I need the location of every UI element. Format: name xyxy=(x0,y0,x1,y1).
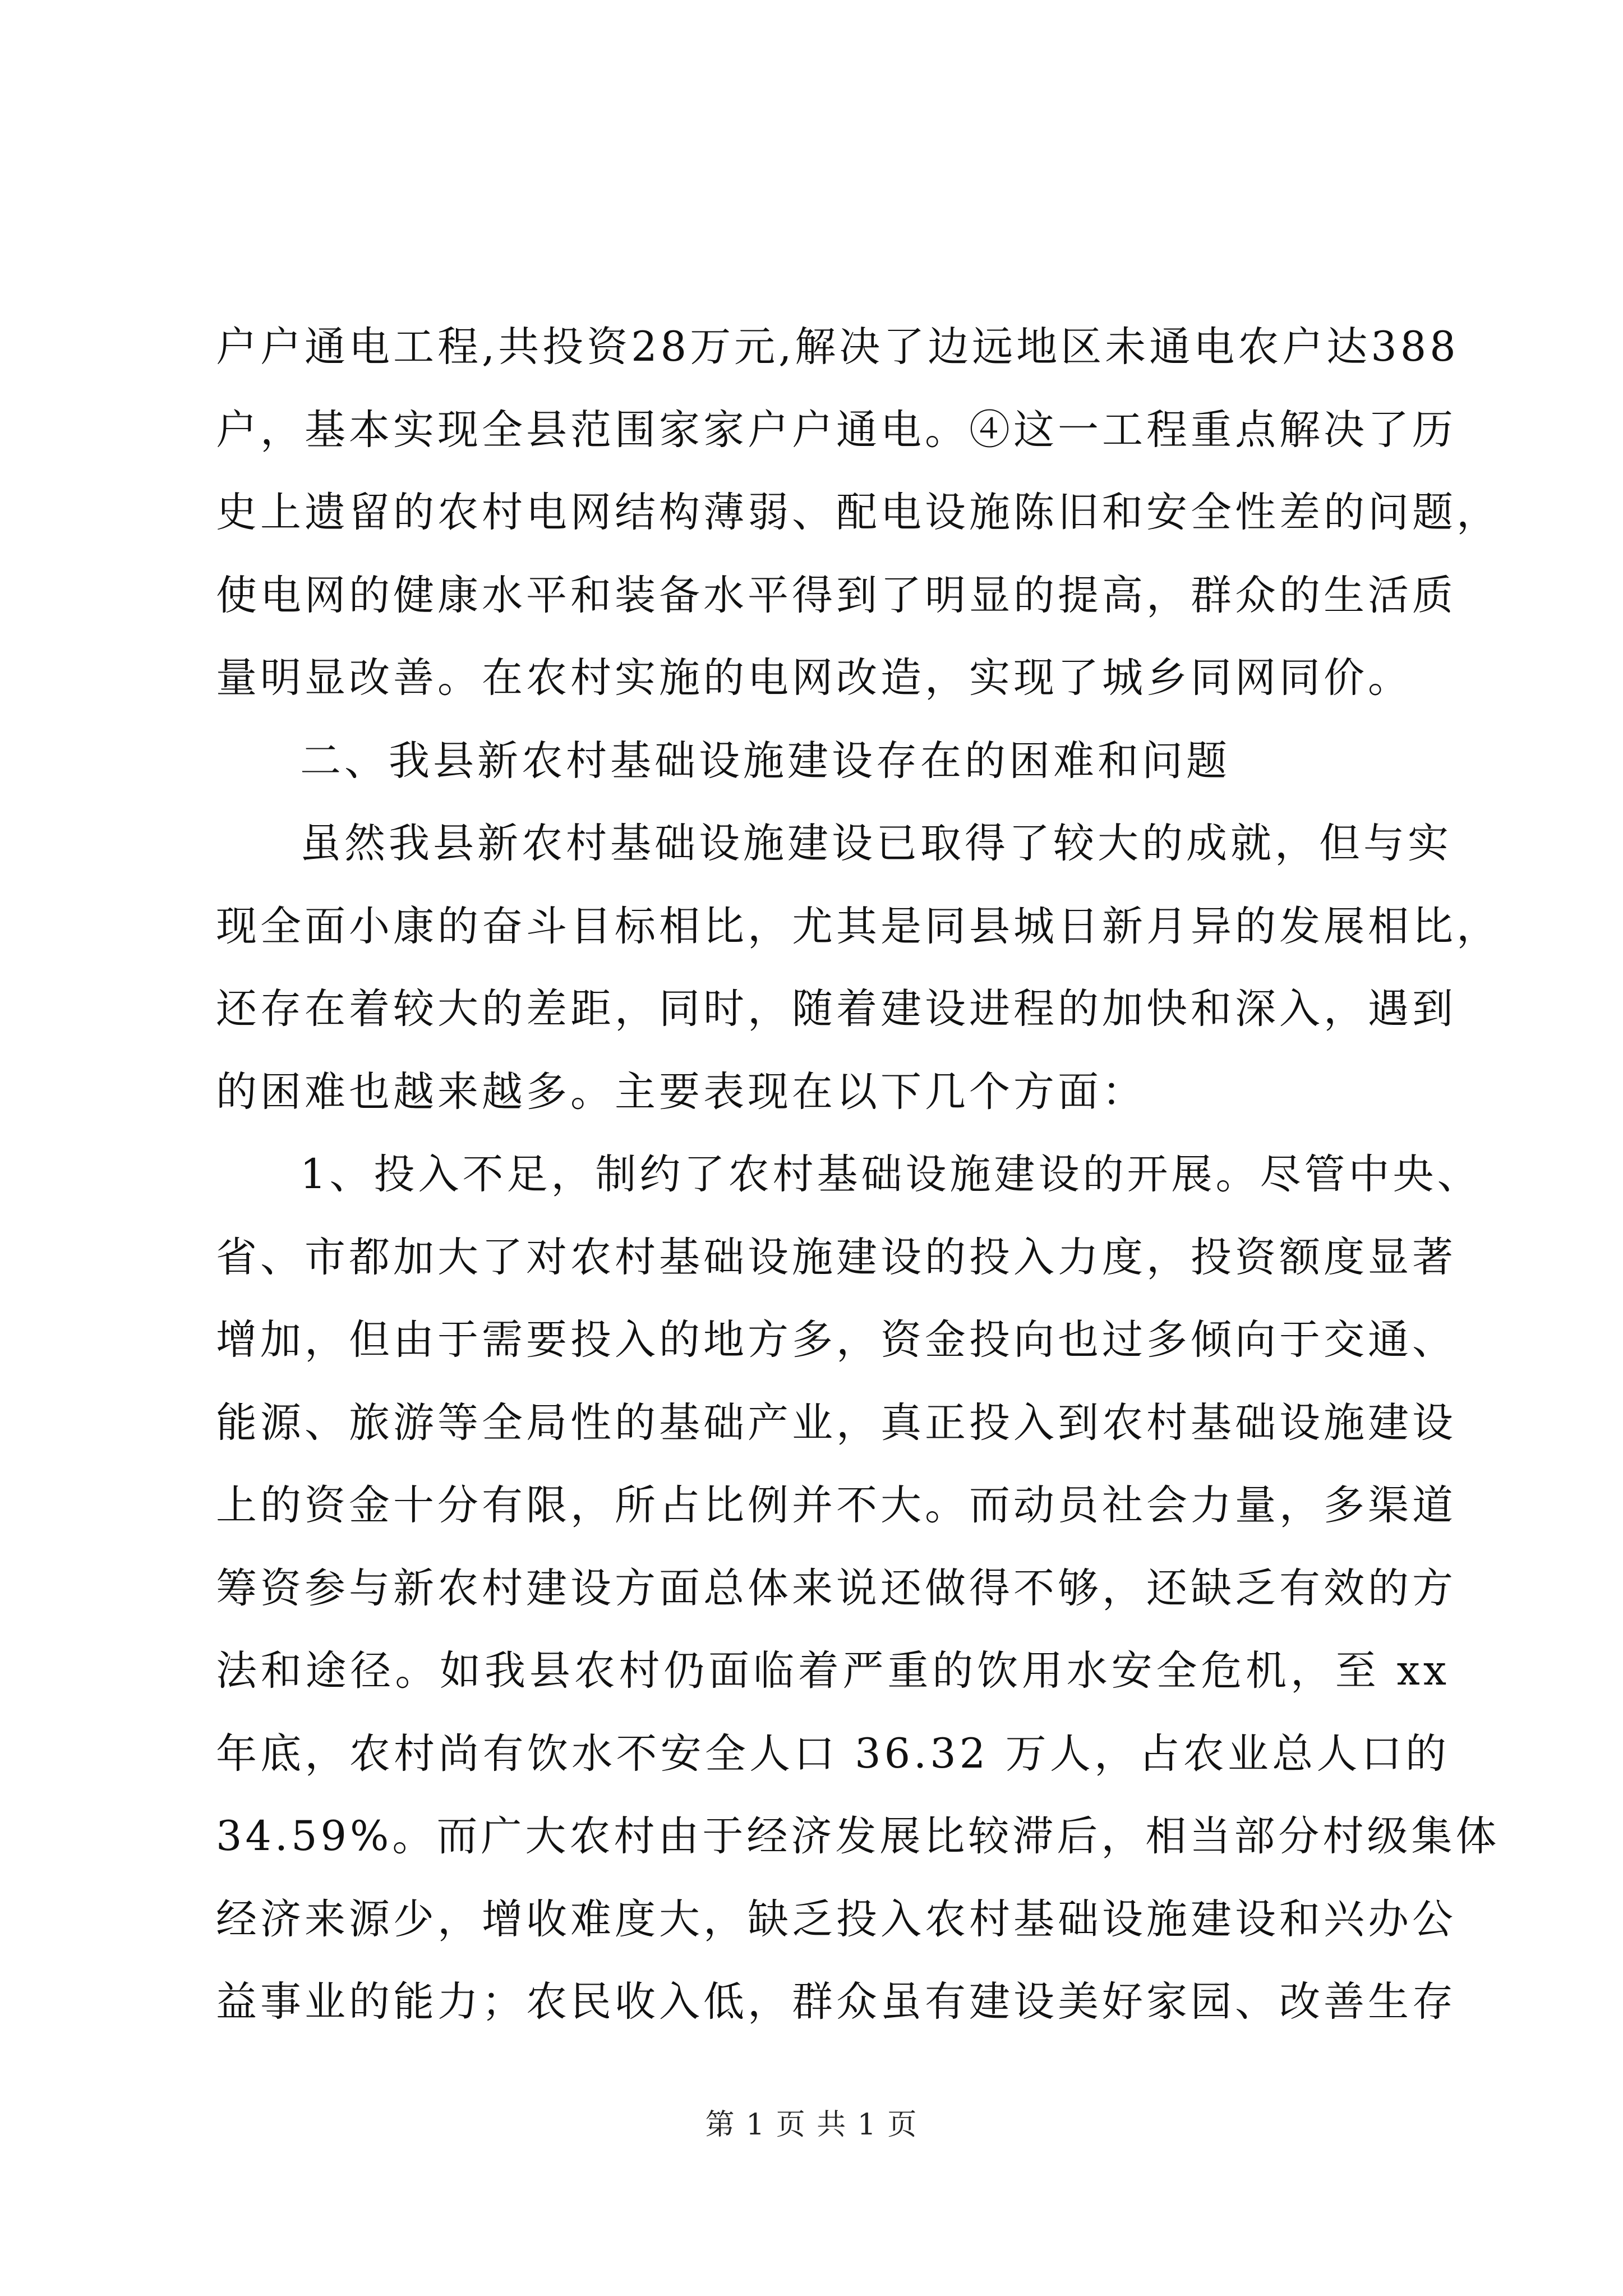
text-line: 增加，但由于需要投入的地方多，资金投向也过多倾向于交通、 xyxy=(216,1316,1456,1364)
text-line: 年底，农村尚有饮水不安全人口 36.32 万人，占农业总人口的 xyxy=(216,1729,1450,1778)
text-line: 虽然我县新农村基础设施建设已取得了较大的成就，但与实 xyxy=(300,820,1452,867)
text-line: 的困难也越来越多。主要表现在以下几个方面： xyxy=(216,1068,1146,1116)
text-line: 筹资参与新农村建设方面总体来说还做得不够，还缺乏有效的方 xyxy=(216,1564,1456,1612)
page-number-footer: 第 1 页 共 1 页 xyxy=(705,2108,918,2142)
text-line: 户户通电工程,共投资28万元,解决了边远地区未通电农户达388 xyxy=(216,323,1459,371)
text-line: 量明显改善。在农村实施的电网改造，实现了城乡同网同价。 xyxy=(216,654,1412,702)
text-line: 益事业的能力；农民收入低，群众虽有建设美好家园、改善生存 xyxy=(216,1978,1456,2026)
text-line: 还存在着较大的差距，同时，随着建设进程的加快和深入，遇到 xyxy=(216,985,1456,1033)
text-line: 史上遗留的农村电网结构薄弱、配电设施陈旧和安全性差的问题， xyxy=(216,489,1501,536)
text-line: 上的资金十分有限，所占比例并不大。而动员社会力量，多渠道 xyxy=(216,1481,1456,1529)
text-line: 户，基本实现全县范围家家户户通电。④这一工程重点解决了历 xyxy=(216,406,1456,454)
text-line: 1、投入不足，制约了农村基础设施建设的开展。尽管中央、 xyxy=(300,1151,1482,1198)
text-line: 现全面小康的奋斗目标相比，尤其是同县城日新月异的发展相比， xyxy=(216,902,1501,950)
text-line: 34.59%。而广大农村由于经济发展比较滞后，相当部分村级集体 xyxy=(216,1812,1500,1860)
text-line: 省、市都加大了对农村基础设施建设的投入力度，投资额度显著 xyxy=(216,1233,1456,1281)
text-line: 经济来源少，增收难度大，缺乏投入农村基础设施建设和兴办公 xyxy=(216,1895,1456,1943)
text-line: 使电网的健康水平和装备水平得到了明显的提高，群众的生活质 xyxy=(216,571,1456,619)
text-line: 能源、旅游等全局性的基础产业，真正投入到农村基础设施建设 xyxy=(216,1398,1456,1447)
body-text xyxy=(216,306,1501,2044)
text-line: 法和途径。如我县农村仍面临着严重的饮用水安全危机，至 xx xyxy=(216,1647,1450,1695)
section-heading: 二、我县新农村基础设施建设存在的困难和问题 xyxy=(300,737,1230,785)
